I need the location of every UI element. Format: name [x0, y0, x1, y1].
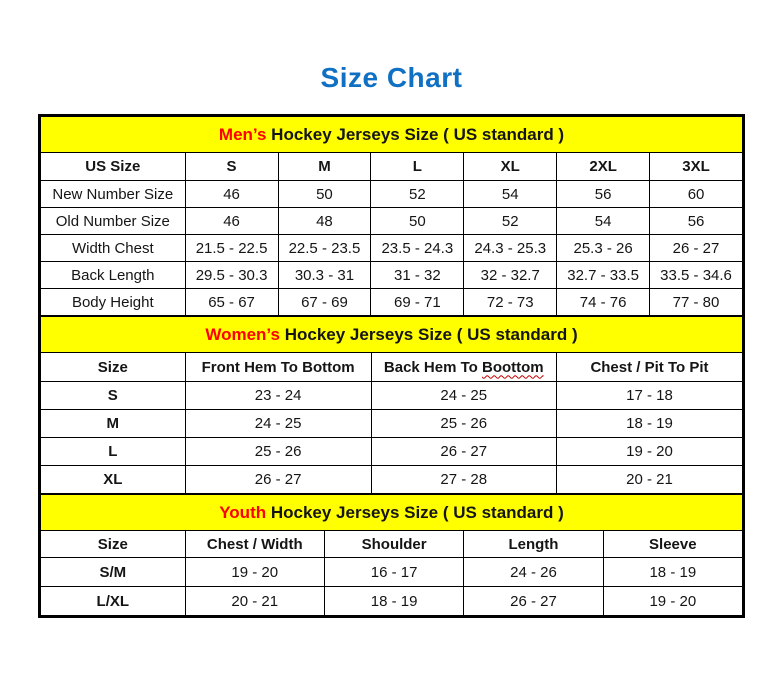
womens-size-table	[40, 316, 743, 494]
size-value-cell: 19 - 20	[556, 438, 742, 466]
column-header: L	[371, 153, 464, 181]
size-value-cell: 50	[371, 208, 464, 235]
size-value-cell: 18 - 19	[603, 558, 742, 587]
size-value-cell: 46	[185, 208, 278, 235]
column-header: Chest / Width	[185, 531, 324, 558]
size-value-cell: 26 - 27	[185, 466, 371, 494]
youth-column-header-row	[41, 531, 743, 558]
column-header: Size	[41, 353, 186, 382]
size-value-cell: 32 - 32.7	[464, 262, 557, 289]
mens-size-table	[40, 116, 743, 316]
size-value-cell: 24 - 25	[371, 382, 556, 410]
size-value-cell: 25 - 26	[185, 438, 371, 466]
size-value-cell: 24.3 - 25.3	[464, 235, 557, 262]
row-label: XL	[41, 466, 186, 494]
row-label: S	[41, 382, 186, 410]
table-row	[41, 558, 743, 587]
size-value-cell: 56	[557, 181, 650, 208]
youth-section-header	[41, 495, 743, 531]
size-value-cell: 56	[650, 208, 743, 235]
womens-section-header-row	[41, 317, 743, 353]
size-value-cell: 26 - 27	[650, 235, 743, 262]
size-value-cell: 18 - 19	[324, 587, 463, 616]
size-value-cell: 23.5 - 24.3	[371, 235, 464, 262]
table-row	[41, 289, 743, 316]
youth-section-title-text: Hockey Jerseys Size ( US standard )	[266, 502, 564, 522]
column-header: Size	[41, 531, 186, 558]
size-value-cell: 30.3 - 31	[278, 262, 371, 289]
mens-section-header-row	[41, 117, 743, 153]
row-label: Width Chest	[41, 235, 186, 262]
table-row	[41, 587, 743, 616]
size-chart	[38, 114, 745, 618]
size-value-cell: 29.5 - 30.3	[185, 262, 278, 289]
size-value-cell: 23 - 24	[185, 382, 371, 410]
size-value-cell: 32.7 - 33.5	[557, 262, 650, 289]
size-value-cell: 60	[650, 181, 743, 208]
womens-section-prefix: Women’s	[205, 324, 280, 344]
column-header: 3XL	[650, 153, 743, 181]
column-header: 2XL	[557, 153, 650, 181]
size-value-cell: 26 - 27	[371, 438, 556, 466]
column-header: US Size	[41, 153, 186, 181]
table-row	[41, 438, 743, 466]
size-value-cell: 20 - 21	[185, 587, 324, 616]
size-value-cell: 19 - 20	[185, 558, 324, 587]
table-row	[41, 410, 743, 438]
size-value-cell: 18 - 19	[556, 410, 742, 438]
table-row	[41, 262, 743, 289]
size-value-cell: 22.5 - 23.5	[278, 235, 371, 262]
size-value-cell: 54	[464, 181, 557, 208]
size-value-cell: 26 - 27	[464, 587, 603, 616]
size-value-cell: 24 - 25	[185, 410, 371, 438]
column-header: S	[185, 153, 278, 181]
column-header: Chest / Pit To Pit	[556, 353, 742, 382]
size-value-cell: 16 - 17	[324, 558, 463, 587]
column-header: Length	[464, 531, 603, 558]
row-label: Body Height	[41, 289, 186, 316]
size-value-cell: 72 - 73	[464, 289, 557, 316]
size-value-cell: 31 - 32	[371, 262, 464, 289]
row-label: Back Length	[41, 262, 186, 289]
row-label: Old Number Size	[41, 208, 186, 235]
size-value-cell: 77 - 80	[650, 289, 743, 316]
youth-section-header-row	[41, 495, 743, 531]
size-value-cell: 54	[557, 208, 650, 235]
row-label: L	[41, 438, 186, 466]
size-value-cell: 33.5 - 34.6	[650, 262, 743, 289]
column-header	[371, 353, 556, 382]
column-header-text: Back Hem To	[383, 358, 482, 376]
page-title: Size Chart	[320, 62, 463, 93]
mens-section-title-text: Hockey Jerseys Size ( US standard )	[266, 124, 565, 144]
size-value-cell: 25 - 26	[371, 410, 556, 438]
size-value-cell: 21.5 - 22.5	[185, 235, 278, 262]
row-label: L/XL	[41, 587, 186, 616]
row-label: S/M	[41, 558, 186, 587]
size-value-cell: 25.3 - 26	[557, 235, 650, 262]
size-value-cell: 50	[278, 181, 371, 208]
size-value-cell: 19 - 20	[603, 587, 742, 616]
table-row	[41, 208, 743, 235]
size-value-cell: 74 - 76	[557, 289, 650, 316]
table-row	[41, 466, 743, 494]
size-value-cell: 27 - 28	[371, 466, 556, 494]
table-row	[41, 181, 743, 208]
mens-section-prefix: Men’s	[218, 124, 267, 144]
size-value-cell: 69 - 71	[371, 289, 464, 316]
size-value-cell: 17 - 18	[556, 382, 742, 410]
size-value-cell: 65 - 67	[185, 289, 278, 316]
column-header: M	[278, 153, 371, 181]
mens-section-header	[41, 117, 743, 153]
womens-section-header	[41, 317, 743, 353]
column-header: Sleeve	[603, 531, 742, 558]
youth-size-table	[40, 494, 743, 616]
size-value-cell: 52	[371, 181, 464, 208]
mens-column-header-row	[41, 153, 743, 181]
size-value-cell: 20 - 21	[556, 466, 742, 494]
size-value-cell: 67 - 69	[278, 289, 371, 316]
row-label: M	[41, 410, 186, 438]
table-row	[41, 235, 743, 262]
size-value-cell: 52	[464, 208, 557, 235]
size-value-cell: 24 - 26	[464, 558, 603, 587]
misspelled-word: Boottom	[482, 358, 544, 376]
table-row	[41, 382, 743, 410]
womens-column-header-row	[41, 353, 743, 382]
youth-section-prefix: Youth	[219, 502, 267, 522]
womens-section-title-text: Hockey Jerseys Size ( US standard )	[279, 324, 578, 344]
column-header: Front Hem To Bottom	[185, 353, 371, 382]
column-header: XL	[464, 153, 557, 181]
size-value-cell: 48	[278, 208, 371, 235]
row-label: New Number Size	[41, 181, 186, 208]
size-value-cell: 46	[185, 181, 278, 208]
column-header: Shoulder	[324, 531, 463, 558]
